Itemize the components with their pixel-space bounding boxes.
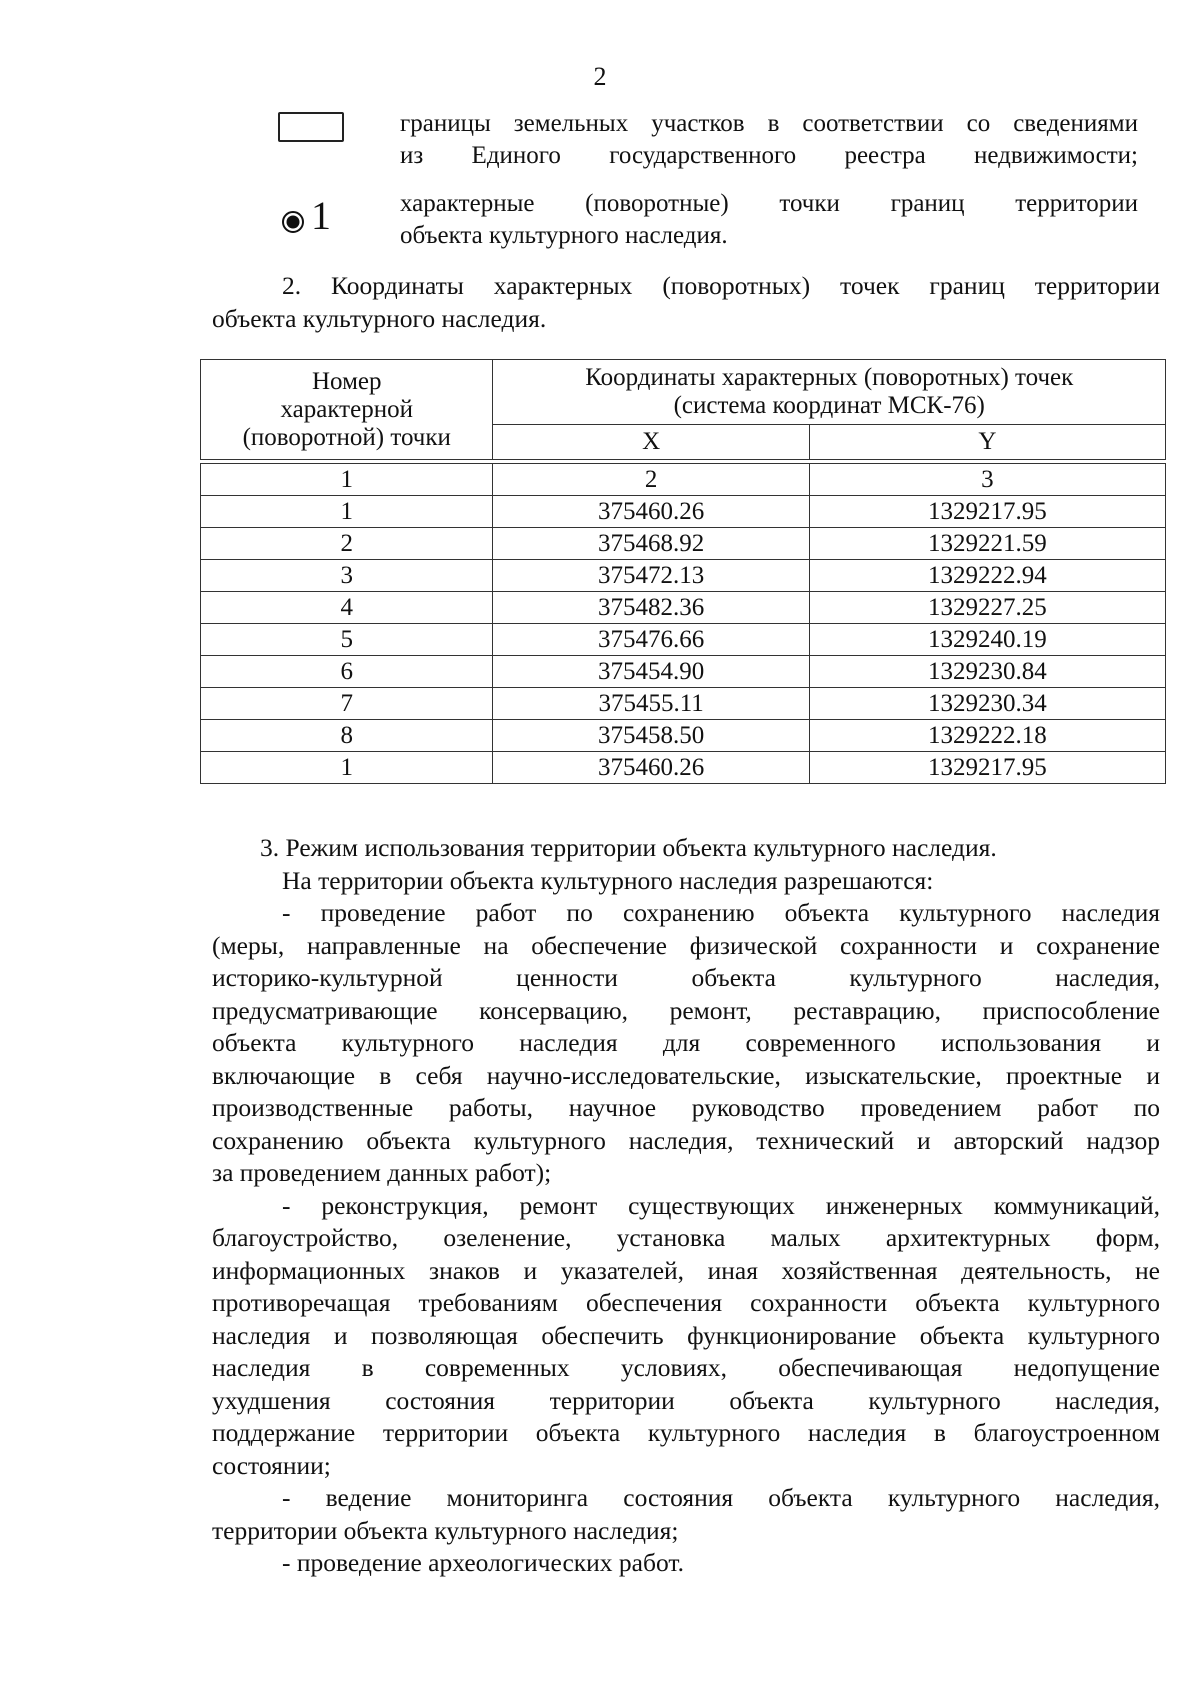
bullet-line: - проведение работ по сохранению объекта культурного наследия <box>282 898 1160 927</box>
legend-line: из Единого государственного реестра недвижимости; <box>400 142 1138 169</box>
table-row <box>201 560 1166 592</box>
bullet-line: наследия и позволяющая обеспечить функционирование объекта культурного <box>212 1320 1160 1350</box>
table-cell-x: 375476.66 <box>493 624 809 656</box>
table-row <box>201 592 1166 624</box>
table-cell-x: 375472.13 <box>493 560 809 592</box>
header-line: (система координат МСК-76) <box>673 392 985 419</box>
table-cell-point: 4 <box>201 592 493 624</box>
coordinates-table <box>200 359 1166 784</box>
bullet-line: территории объекта культурного наследия; <box>212 1515 679 1545</box>
table-cell-x: 375460.26 <box>493 752 809 784</box>
section-2-paragraph <box>212 270 1160 335</box>
table-cell-y: 1329217.95 <box>809 496 1165 528</box>
table-cell-point: 1 <box>201 752 493 784</box>
legend-line: характерные (поворотные) точки границ территории <box>400 190 1138 217</box>
section-2-line: 2. Координаты характерных (поворотных) точек границ территории <box>282 271 1160 300</box>
table-cell-y: 1329240.19 <box>809 624 1165 656</box>
legend-item-points <box>400 188 1138 252</box>
table-cell-y: 1329221.59 <box>809 528 1165 560</box>
bullet-line: поддержание территории объекта культурного наследия в благоустроенном <box>212 1418 1160 1447</box>
bullet-line: - проведение археологических работ. <box>282 1548 684 1577</box>
target-point-icon <box>281 194 333 240</box>
section-3-heading: 3. Режим использования территории объекта культурного наследия. <box>260 833 997 862</box>
bullet-line: включающие в себя научно-исследовательские, изыскательские, проектные и <box>212 1060 1160 1090</box>
section-2-line: объекта культурного наследия. <box>212 303 547 333</box>
table-cell-point: 3 <box>201 560 493 592</box>
table-cell-point: 1 <box>201 496 493 528</box>
table-cell-point: 8 <box>201 720 493 752</box>
legend-point-label: 1 <box>311 193 331 238</box>
table-cell: 3 <box>809 464 1165 496</box>
table-cell-x: 375460.26 <box>493 496 809 528</box>
table-cell-point: 7 <box>201 688 493 720</box>
bullet-line: сохранению объекта культурного наследия, технический и авторский надзор <box>212 1125 1160 1155</box>
header-x: X <box>493 425 809 460</box>
table-row <box>201 624 1166 656</box>
legend-item-boundaries <box>400 108 1138 172</box>
bullet-line: состоянии; <box>212 1450 331 1480</box>
bullet-line: производственные работы, научное руководство проведением работ по <box>212 1093 1160 1122</box>
bullet-line: объекта культурного наследия для современного использования и <box>212 1028 1160 1057</box>
bullet-line: противоречащая требованиям обеспечения сохранности объекта культурного <box>212 1288 1160 1317</box>
header-coordinates <box>493 360 1166 425</box>
table-cell-y: 1329227.25 <box>809 592 1165 624</box>
table-row <box>201 528 1166 560</box>
bullet-line: ухудшения состояния территории объекта культурного наследия, <box>212 1385 1160 1415</box>
header-line: характерной <box>280 395 413 423</box>
bullet-line: - реконструкция, ремонт существующих инженерных коммуникаций, <box>282 1190 1160 1220</box>
table-row <box>201 688 1166 720</box>
table-cell-point: 5 <box>201 624 493 656</box>
table-cell-y: 1329222.94 <box>809 560 1165 592</box>
table-cell: 1 <box>201 464 493 496</box>
table-row <box>201 752 1166 784</box>
legend-line: объекта культурного наследия. <box>400 222 728 249</box>
page-number: 2 <box>593 62 607 91</box>
table-cell-point: 2 <box>201 528 493 560</box>
table-header-row <box>201 360 1166 425</box>
legend-line: границы земельных участков в соответствии со сведениями <box>400 110 1138 137</box>
header-line: Координаты характерных (поворотных) точек <box>585 364 1074 391</box>
table-cell-point: 6 <box>201 656 493 688</box>
table-cell: 2 <box>493 464 809 496</box>
table-cell-x: 375458.50 <box>493 720 809 752</box>
section-3-intro: На территории объекта культурного наследия разрешаются: <box>282 865 934 895</box>
bullet-line: предусматривающие консервацию, ремонт, реставрацию, приспособление <box>212 995 1160 1025</box>
header-line: Номер <box>311 367 382 395</box>
section-3 <box>212 832 1160 1580</box>
bullet-line: информационных знаков и указателей, иная хозяйственная деятельность, не <box>212 1255 1160 1285</box>
bullet-line: благоустройство, озеленение, установка малых архитектурных форм, <box>212 1223 1160 1252</box>
rectangle-outline-icon <box>278 112 344 142</box>
table-cell-x: 375455.11 <box>493 688 809 720</box>
bullet-line: за проведением данных работ); <box>212 1158 552 1187</box>
bullet-line: наследия в современных условиях, обеспечивающая недопущение <box>212 1353 1160 1382</box>
table-row <box>201 720 1166 752</box>
header-point-number <box>201 360 493 460</box>
table-row <box>201 496 1166 528</box>
bullet-line: - ведение мониторинга состояния объекта культурного наследия, <box>282 1483 1160 1512</box>
table-row <box>201 656 1166 688</box>
table-cell-y: 1329230.34 <box>809 688 1165 720</box>
table-cell-y: 1329217.95 <box>809 752 1165 784</box>
table-cell-x: 375468.92 <box>493 528 809 560</box>
header-line: (поворотной) точки <box>242 423 451 451</box>
header-y: Y <box>809 425 1165 460</box>
bullet-line: историко-культурной ценности объекта культурного наследия, <box>212 963 1160 992</box>
table-cell-x: 375454.90 <box>493 656 809 688</box>
table-cell-y: 1329230.84 <box>809 656 1165 688</box>
bullet-line: (меры, направленные на обеспечение физической сохранности и сохранение <box>212 930 1160 960</box>
table-cell-y: 1329222.18 <box>809 720 1165 752</box>
table-numbering-row <box>201 464 1166 496</box>
table-cell-x: 375482.36 <box>493 592 809 624</box>
